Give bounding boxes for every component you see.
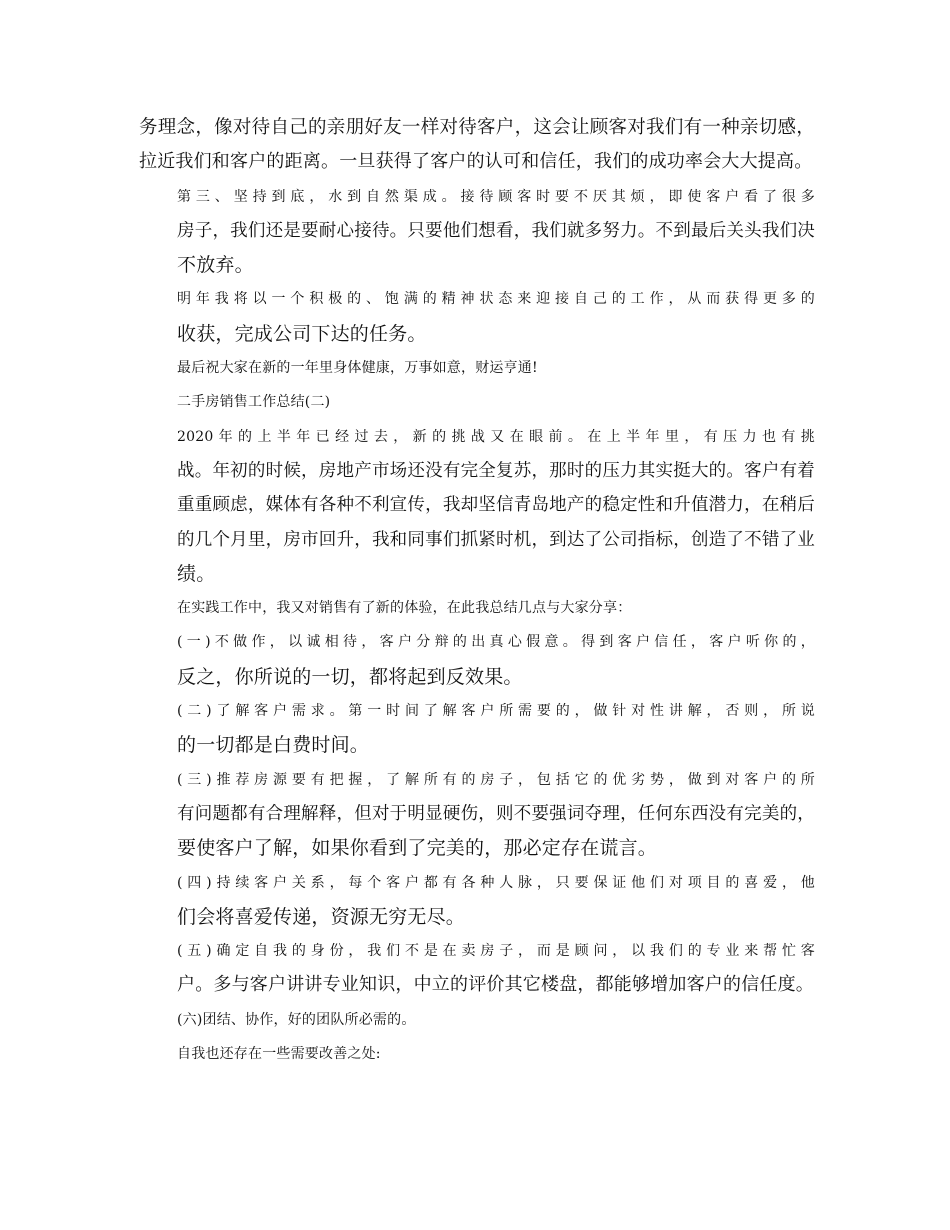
paragraph	[139, 763, 815, 866]
text-line: 在实践工作中，我又对销售有了新的体验，在此我总结几点与大家分享：	[177, 600, 632, 617]
paragraph	[139, 934, 815, 1003]
paragraph	[139, 282, 815, 351]
text-line: (一)不做作，以诚相待，客户分辩的出真心假意。得到客户信任，客户听你的，	[177, 634, 815, 651]
text-line: 反之，你所说的一切，都将起到反效果。	[177, 665, 523, 688]
text-line: (六)团结、协作，好的团队所必需的。	[177, 1011, 416, 1028]
text-line: 2020年的上半年已经过去，新的挑战又在眼前。在上半年里，有压力也有挑	[177, 428, 815, 445]
text-line: 不放弃。	[177, 254, 254, 277]
text-line: 第三、坚持到底，水到自然渠成。接待顾客时要不厌其烦，即使客户看了很多	[177, 188, 815, 205]
paragraph	[139, 591, 815, 625]
text-line: 的几个月里，房市回升，我和同事们抓紧时机，到达了公司指标，创造了不错了业	[177, 529, 815, 550]
paragraph	[139, 866, 815, 935]
paragraph	[139, 625, 815, 694]
text-line: (四)持续客户关系，每个客户都有各种人脉，只要保证他们对项目的喜爱，他	[177, 874, 815, 891]
text-line: 户。多与客户讲讲专业知识，中立的评价其它楼盘，都能够增加客户的信任度。	[177, 974, 814, 996]
paragraph	[139, 1037, 815, 1071]
text-line: (二)了解客户需求。第一时间了解客户所需要的，做针对性讲解，否则，所说	[177, 703, 815, 720]
text-line: (三)推荐房源要有把握，了解所有的房子，包括它的优劣势，做到对客户的所	[177, 771, 815, 788]
text-line: 们会将喜爱传递，资源无穷无尽。	[177, 905, 466, 928]
text-line: 拉近我们和客户的距离。一旦获得了客户的认可和信任，我们的成功率会大大提高。	[139, 151, 813, 173]
paragraph	[139, 420, 815, 591]
text-line: 明年我将以一个积极的、饱满的精神状态来迎接自己的工作，从而获得更多的	[177, 291, 815, 308]
text-line: 的一切都是白费时间。	[177, 734, 370, 757]
document-body	[139, 111, 815, 1071]
paragraph	[139, 694, 815, 763]
paragraph	[139, 111, 815, 180]
text-line: 要使客户了解，如果你看到了完美的，那必定存在谎言。	[177, 837, 658, 860]
text-line: 重重顾虑，媒体有各种不利宣传，我却坚信青岛地产的稳定性和升值潜力，在稍后	[177, 495, 815, 516]
paragraph	[139, 180, 815, 283]
text-line: 二手房销售工作总结(二)	[177, 394, 331, 411]
text-line: 自我也还存在一些需要改善之处:	[177, 1046, 381, 1063]
text-line: 最后祝大家在新的一年里身体健康，万事如意，财运亨通!	[177, 360, 538, 377]
text-line: 有问题都有合理解释，但对于明显硬伤，则不要强词夺理，任何东西没有完美的，	[177, 803, 815, 824]
paragraph	[139, 351, 815, 385]
paragraph	[139, 385, 815, 419]
text-line: 战。年初的时候，房地产市场还没有完全复苏，那时的压力其实挺大的。客户有着	[177, 460, 815, 481]
text-line: 收获，完成公司下达的任务。	[177, 322, 427, 345]
paragraph	[139, 1003, 815, 1037]
text-line: 房子，我们还是要耐心接待。只要他们想看，我们就多努力。不到最后关头我们决	[177, 220, 815, 241]
text-line: 绩。	[177, 562, 216, 585]
text-line: (五)确定自我的身份，我们不是在卖房子，而是顾问，以我们的专业来帮忙客	[177, 943, 815, 960]
text-line: 务理念，像对待自己的亲朋好友一样对待客户，这会让顾客对我们有一种亲切感，	[139, 117, 815, 138]
